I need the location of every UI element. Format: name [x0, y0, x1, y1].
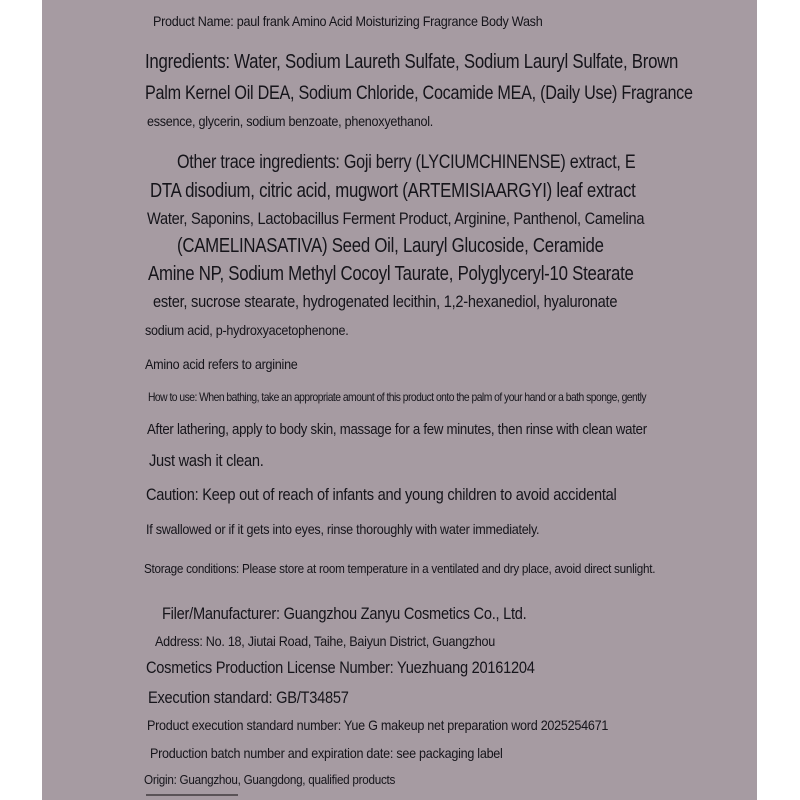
manufacturer: Filer/Manufacturer: Guangzhou Zanyu Cosmetics Co., Ltd. — [162, 604, 527, 623]
ingredients-line-1: Ingredients: Water, Sodium Laureth Sulfate, Sodium Lauryl Sulfate, Brown — [145, 51, 679, 73]
storage-conditions: Storage conditions: Please store at room temperature in a ventilated and dry place, avoid direct sunlight. — [144, 561, 656, 576]
address: Address: No. 18, Jiutai Road, Taihe, Baiyun District, Guangzhou — [155, 633, 495, 649]
trace-ingredients-line-2: DTA disodium, citric acid, mugwort (ARTEMISIAARGYI) leaf extract — [150, 180, 636, 202]
product-name: Product Name: paul frank Amino Acid Moisturizing Fragrance Body Wash — [153, 13, 543, 29]
standard-number: Product execution standard number: Yue G makeup net preparation word 2025254671 — [147, 717, 609, 733]
how-to-use-line-1: How to use: When bathing, take an appropriate amount of this product onto the palm of your hand or a bath sponge, gently — [148, 390, 647, 404]
amino-acid-note: Amino acid refers to arginine — [145, 356, 298, 372]
license-number: Cosmetics Production License Number: Yuezhuang 20161204 — [146, 658, 535, 677]
origin: Origin: Guangzhou, Guangdong, qualified products — [144, 772, 396, 787]
trace-ingredients-line-5: Amine NP, Sodium Methyl Cocoyl Taurate, Polyglyceryl-10 Stearate — [148, 263, 634, 285]
product-label-panel — [42, 0, 757, 800]
ingredients-line-2: Palm Kernel Oil DEA, Sodium Chloride, Cocamide MEA, (Daily Use) Fragrance — [145, 83, 693, 104]
caution-line-1: Caution: Keep out of reach of infants and young children to avoid accidental — [146, 485, 617, 504]
batch-expiration: Production batch number and expiration date: see packaging label — [150, 745, 503, 761]
trace-ingredients-line-1: Other trace ingredients: Goji berry (LYCIUMCHINENSE) extract, E — [177, 152, 636, 173]
ingredients-line-3: essence, glycerin, sodium benzoate, phenoxyethanol. — [147, 113, 434, 129]
caution-line-2: If swallowed or if it gets into eyes, rinse thoroughly with water immediately. — [146, 521, 540, 537]
trace-ingredients-line-4: (CAMELINASATIVA) Seed Oil, Lauryl Glucoside, Ceramide — [177, 235, 604, 257]
how-to-use-line-3: Just wash it clean. — [149, 451, 264, 470]
cropped-text-fragment — [146, 790, 246, 800]
trace-ingredients-line-3: Water, Saponins, Lactobacillus Ferment Product, Arginine, Panthenol, Camelina — [147, 209, 645, 228]
trace-ingredients-line-7: sodium acid, p-hydroxyacetophenone. — [145, 322, 349, 338]
execution-standard: Execution standard: GB/T34857 — [148, 688, 349, 707]
how-to-use-line-2: After lathering, apply to body skin, massage for a few minutes, then rinse with clean water — [147, 421, 647, 438]
trace-ingredients-line-6: ester, sucrose stearate, hydrogenated lecithin, 1,2-hexanediol, hyaluronate — [153, 292, 618, 311]
